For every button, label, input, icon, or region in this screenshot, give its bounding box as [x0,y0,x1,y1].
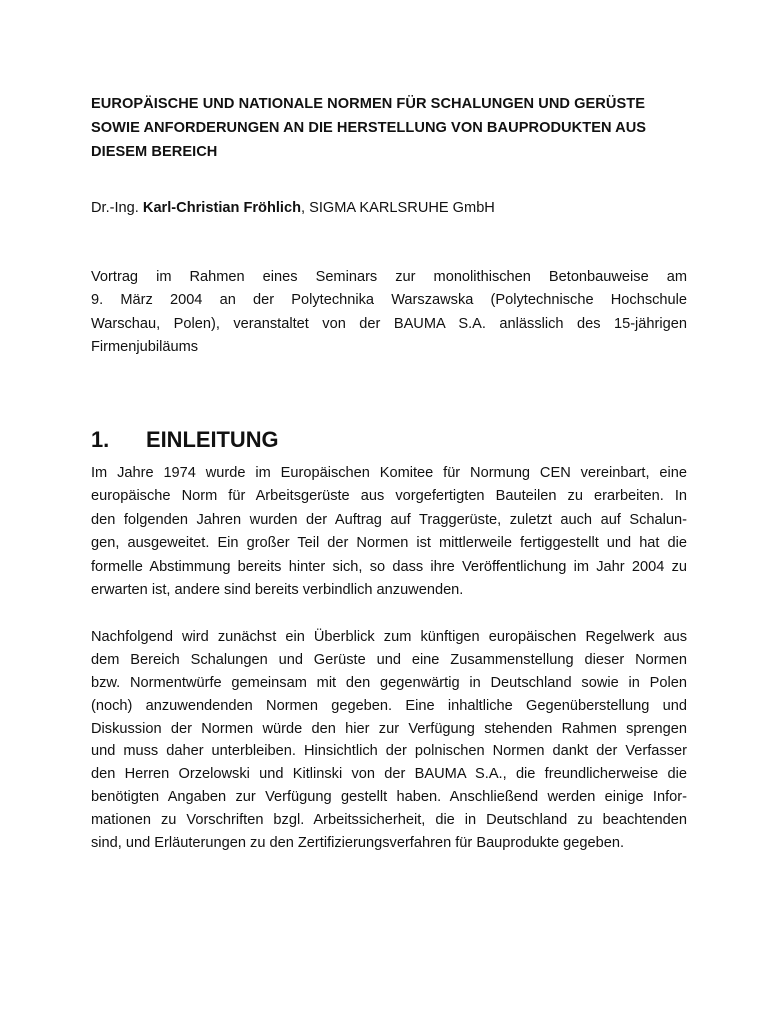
section-heading [91,428,279,452]
intro-paragraph [91,266,687,359]
text-line: Nachfolgend wird zunächst ein Überblick zum künftigen europäischen Regelwerk aus [91,629,687,645]
title-line: SOWIE ANFORDERUNGEN AN DIE HERSTELLUNG VON BAUPRODUKTEN AUS [91,120,647,136]
text-line: bzw. Normentwürfe gemeinsam mit den gegenwärtig in Deutschland sowie in Polen [91,674,687,691]
author-prefix: Dr.-Ing. [91,200,143,216]
text-line: (noch) anzuwendenden Normen gegeben. Eine inhaltliche Gegenüberstellung und [91,697,687,714]
text-line: mationen zu Vorschriften bzgl. Arbeitssicherheit, die in Deutschland zu beachtenden [91,812,687,829]
text-line: sind, und Erläuterungen zu den Zertifizierungsverfahren für Bauprodukte gegeben. [91,835,625,852]
author-line [91,196,495,220]
title-line: EUROPÄISCHE UND NATIONALE NORMEN FÜR SCHALUNGEN UND GERÜSTE [91,96,646,112]
paragraph-2 [91,626,687,855]
text-line: und muss daher unterbleiben. Hinsichtlich der polnischen Normen dankt der Verfasser [91,743,687,760]
author-name: Karl-Christian Fröhlich [142,200,302,216]
text-line: Im Jahre 1974 wurde im Europäischen Komitee für Normung CEN vereinbart, eine [91,465,687,481]
text-line: Vortrag im Rahmen eines Seminars zur monolithischen Betonbauweise am [91,269,687,285]
text-line: benötigten Angaben zur Verfügung gestellt haben. Anschließend werden einige Infor- [91,789,687,806]
text-line: erwarten ist, andere sind bereits verbindlich anzuwenden. [91,581,464,598]
text-line: europäische Norm für Arbeitsgerüste aus vorgefertigten Bauteilen zu erarbeiten. In [91,488,687,505]
text-line: dem Bereich Schalungen und Gerüste und eine Zusammenstellung dieser Normen [91,651,687,668]
paragraph-1 [91,462,687,602]
author-affiliation: , SIGMA KARLSRUHE GmbH [301,200,495,216]
document-title [91,92,691,164]
section-title: EINLEITUNG [146,427,279,452]
text-line: den folgenden Jahren wurden der Auftrag auf Traggerüste, zuletzt auch auf Schalun- [91,511,687,528]
text-line: Diskussion der Normen würde den hier zur Verfügung stehenden Rahmen sprengen [91,720,687,737]
text-line: den Herren Orzelowski und Kitlinski von der BAUMA S.A., die freundlicherweise die [91,766,687,783]
text-line: Firmenjubiläums [91,338,199,355]
section-number: 1. [91,427,110,452]
text-line: 9. März 2004 an der Polytechnika Warszawska (Polytechnische Hochschule [91,292,687,309]
title-line: DIESEM BEREICH [91,144,218,160]
text-line: Warschau, Polen), veranstaltet von der BAUMA S.A. anlässlich des 15-jährigen [91,315,687,332]
text-line: gen, ausgeweitet. Ein großer Teil der Normen ist mittlerweile fertiggestellt und hat die [91,535,687,552]
text-line: formelle Abstimmung bereits hinter sich, so dass ihre Veröffentlichung im Jahr 2004 zu [91,558,687,575]
